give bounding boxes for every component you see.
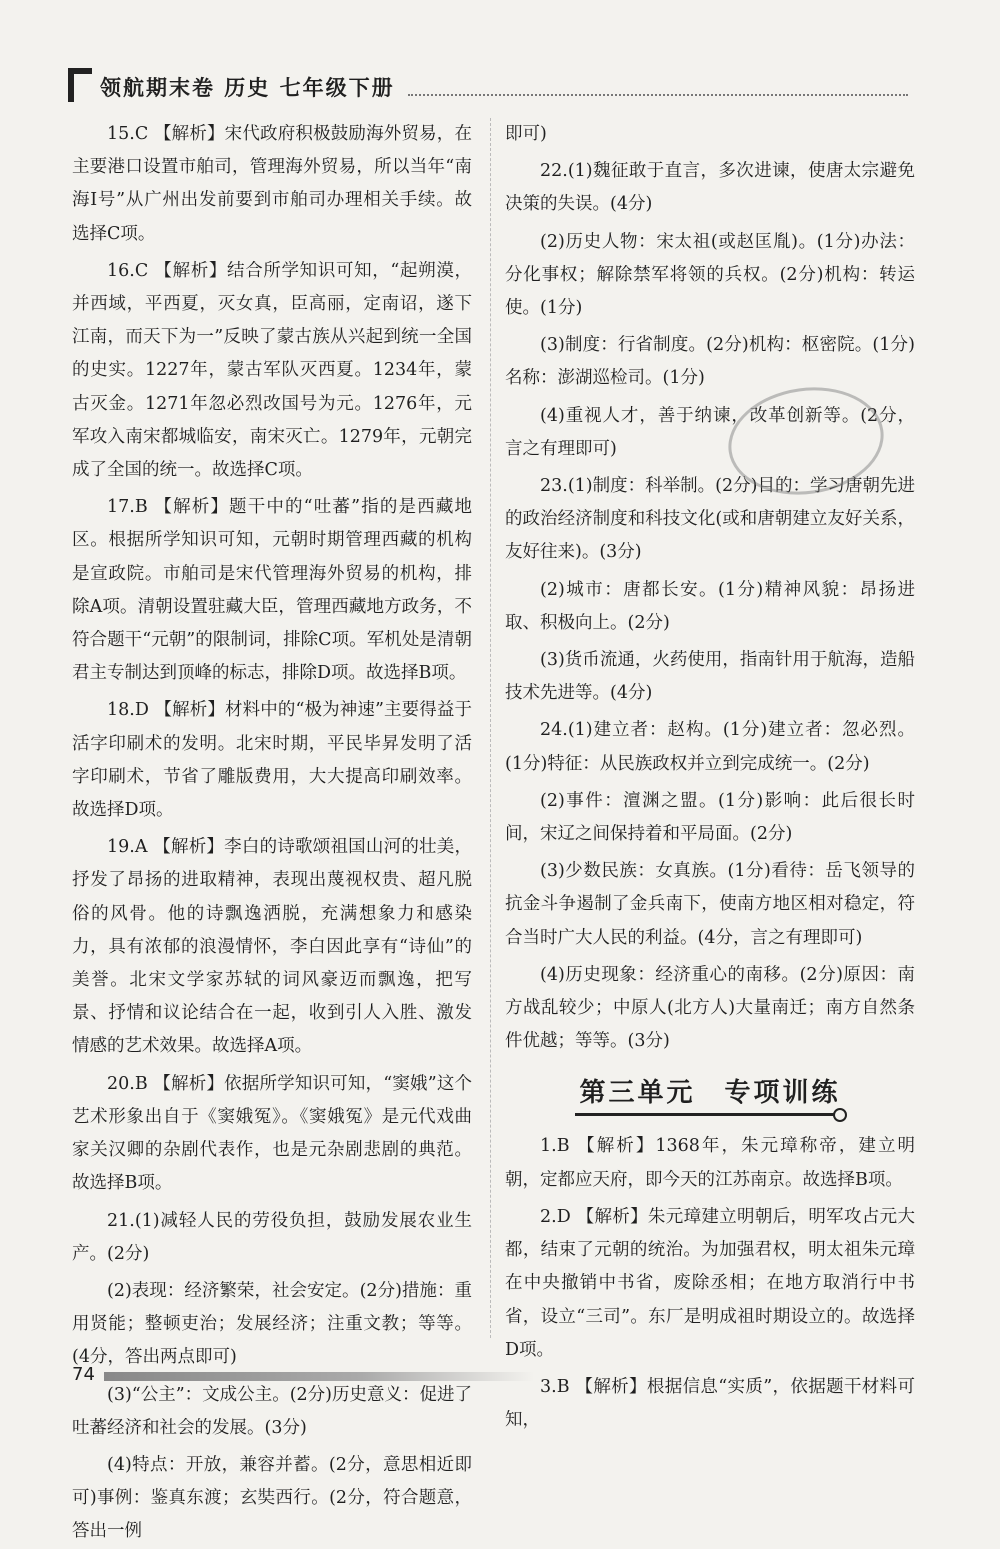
section-underline xyxy=(575,1113,835,1116)
unit3-answer-2: 2.D 【解析】朱元璋建立明朝后，明军攻占元大都，结束了元朝的统治。为加强君权，明太祖朱元璋在中央撤销中书省，废除丞相；在地方取消行中书省，设立“三司”。东厂是明成祖时期设立的。故选择D项。 xyxy=(505,1206,915,1360)
column-divider xyxy=(490,118,491,1338)
unit3-answer-3: 3.B 【解析】根据信息“实质”，依据题干材料可知， xyxy=(505,1376,915,1431)
answer-24-3: (3)少数民族：女真族。(1分)看待：岳飞领导的抗金斗争遏制了金兵南下，使南方地区相对稳定，符合当时广大人民的利益。(4分，言之有理即可) xyxy=(505,861,915,948)
answer-21-4-cont: 即可) xyxy=(505,124,547,144)
answer-15: 15.C 【解析】宋代政府积极鼓励海外贸易，在主要港口设置市舶司，管理海外贸易，所以当年“南海Ⅰ号”从广州出发前要到市舶司办理相关手续。故选择C项。 xyxy=(72,124,472,244)
answer-17: 17.B 【解析】题干中的“吐蕃”指的是西藏地区。根据所学知识可知，元朝时期管理西藏的机构是宣政院。市舶司是宋代管理海外贸易的机构，排除A项。清朝设置驻藏大臣，管理西藏地方政务，不符合题干“元朝”的限制词，排除C项。军机处是清朝君主专制达到顶峰的标志，排除D项。故选择B项。 xyxy=(72,497,472,684)
footer-bar xyxy=(104,1372,534,1381)
answer-24-1: 24.(1)建立者：赵构。(1分)建立者：忽必烈。(1分)特征：从民族政权并立到完成统一。(2分) xyxy=(505,720,915,774)
answer-18: 18.D 【解析】材料中的“极为神速”主要得益于活字印刷术的发明。北宋时期，平民毕昇发明了活字印刷术，节省了雕版费用，大大提高印刷效率。故选择D项。 xyxy=(72,700,472,821)
answer-22-3: (3)制度：行省制度。(2分)机构：枢密院。(1分)名称：澎湖巡检司。(1分) xyxy=(505,335,915,389)
answer-23-1: 23.(1)制度：科举制。(2分)目的：学习唐朝先进的政治经济制度和科技文化(或和唐朝建立友好关系，友好往来)。(3分) xyxy=(505,476,915,563)
answer-23-2: (2)城市：唐都长安。(1分)精神风貌：昂扬进取、积极向上。(2分) xyxy=(505,579,915,633)
header-title: 领航期末卷 历史 七年级下册 xyxy=(100,76,395,100)
answer-16: 16.C 【解析】结合所学知识可知，“起朔漠，并西域，平西夏，灭女真，臣高丽，定南诏，遂下江南，而天下为一”反映了蒙古族从兴起到统一全国的史实。1227年，蒙古军队灭西夏。1234年，蒙古灭金。1271年忽必烈改国号为元。1276年，元军攻入南宋都城临安，南宋灭亡。1279年，元朝完成了全国的统一。故选择C项。 xyxy=(72,260,472,481)
unit3-answer-1: 1.B 【解析】1368年，朱元璋称帝，建立明朝，定都应天府，即今天的江苏南京。故选择B项。 xyxy=(505,1136,915,1190)
answer-22-2: (2)历史人物：宋太祖(或赵匡胤)。(1分)办法：分化事权；解除禁军将领的兵权。(2分)机构：转运使。(1分) xyxy=(505,231,915,319)
answer-20: 20.B 【解析】依据所学知识可知，“窦娥”这个艺术形象出自于《窦娥冤》。《窦娥冤》是元代戏曲家关汉卿的杂剧代表作，也是元杂剧悲剧的典范。故选择B项。 xyxy=(72,1073,472,1194)
page-number: 74 xyxy=(72,1364,95,1385)
answer-21-4: (4)特点：开放，兼容并蓄。(2分，意思相近即可)事例：鉴真东渡；玄奘西行。(2分，符合题意，答出一例 xyxy=(72,1454,472,1542)
answer-19: 19.A 【解析】李白的诗歌颂祖国山河的壮美，抒发了昂扬的进取精神，表现出蔑视权贵、超凡脱俗的风骨。他的诗飘逸洒脱，充满想象力和感染力，具有浓郁的浪漫情怀，李白因此享有“诗仙”的美誉。北宋文学家苏轼的词风豪迈而飘逸，把写景、抒情和议论结合在一起，收到引人入胜、激发情感的艺术效果。故选择A项。 xyxy=(72,837,472,1057)
header-dotted-rule xyxy=(408,94,908,96)
circle-ornament-icon xyxy=(833,1108,847,1122)
page-footer xyxy=(72,1364,932,1388)
answer-21-3: (3)“公主”：文成公主。(2分)历史意义：促进了吐蕃经济和社会的发展。(3分) xyxy=(72,1384,472,1438)
header-bracket-icon xyxy=(68,68,92,102)
section-title: 第三单元 专项训练 xyxy=(579,1078,841,1109)
answer-22-4: (4)重视人才，善于纳谏，改革创新等。(2分，言之有理即可) xyxy=(505,405,915,459)
answer-21-2: (2)表现：经济繁荣，社会安定。(2分)措施：重用贤能；整顿吏治；发展经济；注重文教；等等。(4分，答出两点即可) xyxy=(72,1280,472,1368)
answer-24-2: (2)事件：澶渊之盟。(1分)影响：此后很长时间，宋辽之间保持着和平局面。(2分) xyxy=(505,790,915,845)
answer-21-1: 21.(1)减轻人民的劳役负担，鼓励发展农业生产。(2分) xyxy=(72,1210,472,1264)
answer-23-3: (3)货币流通，火药使用，指南针用于航海，造船技术先进等。(4分) xyxy=(505,650,915,704)
answer-24-4: (4)历史现象：经济重心的南移。(2分)原因：南方战乱较少；中原人(北方人)大量南迁；南方自然条件优越；等等。(3分) xyxy=(505,964,915,1052)
section-heading xyxy=(505,1066,915,1120)
right-column xyxy=(505,118,915,1431)
answer-22-1: 22.(1)魏征敢于直言，多次进谏，使唐太宗避免决策的失误。(4分) xyxy=(505,161,915,215)
page-header xyxy=(68,66,908,110)
